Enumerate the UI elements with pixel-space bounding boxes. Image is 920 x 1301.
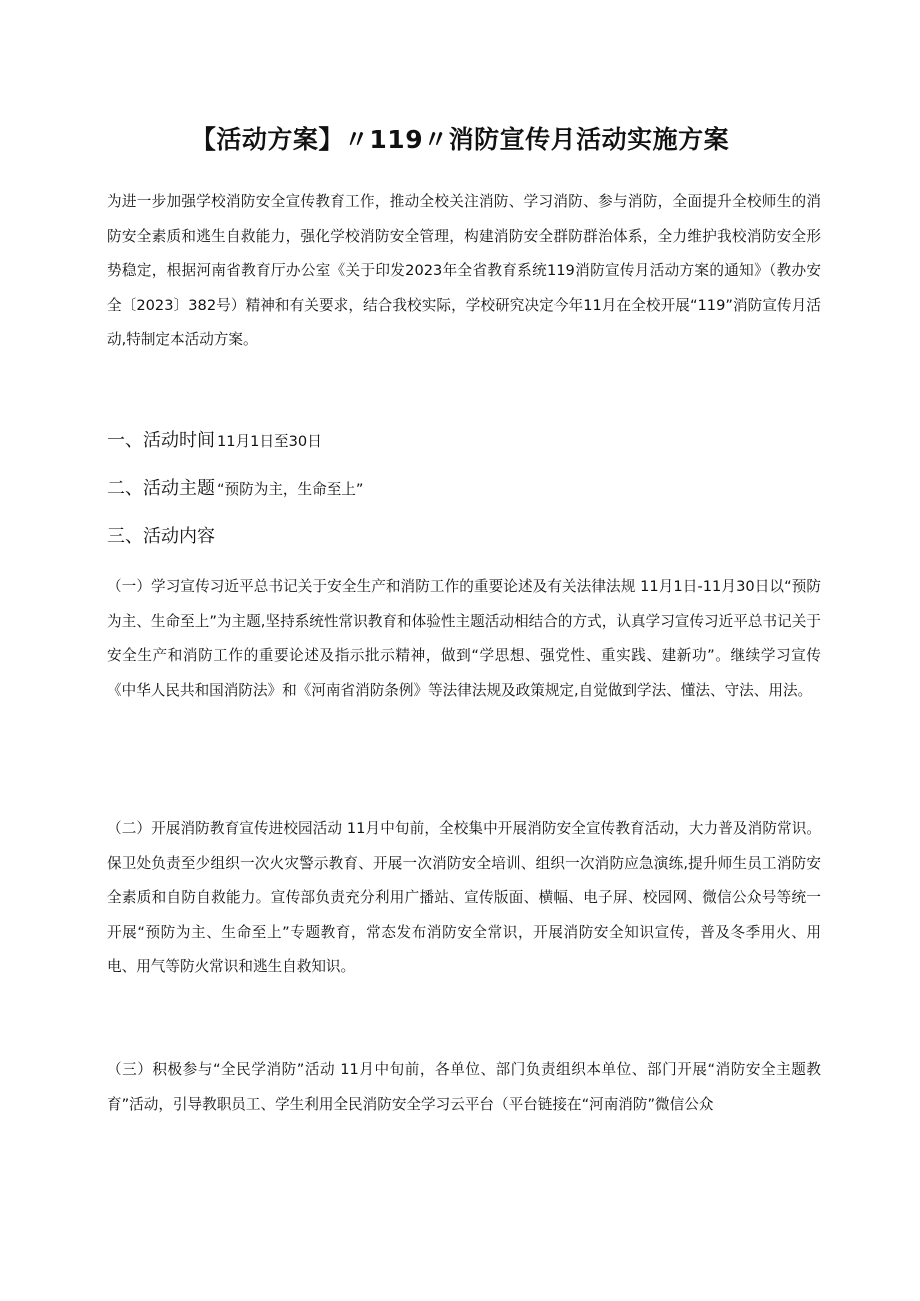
section-heading-content [107, 522, 821, 553]
section-label: 二、活动主题 [107, 478, 215, 499]
section-heading-time [107, 426, 821, 457]
content-item-3: （三）积极参与“全民学消防”活动 11月中旬前，各单位、部门负责组织本单位、部门开展“消防安全主题教育”活动，引导教职员工、学生利用全民消防安全学习云平台（平台链接在“河南消防”微信公众 [107, 1061, 821, 1113]
section-value: 11月1日至30日 [217, 433, 322, 450]
content-item-2: （二）开展消防教育宣传进校园活动 11月中旬前，全校集中开展消防安全宣传教育活动，大力普及消防常识。保卫处负责至少组织一次火灾警示教育、开展一次消防安全培训、组织一次消防应急演练,提升师生员工消防安全素质和自防自救能力。宣传部负责充分利用广播站、宣传版面、横幅、电子屏、校园网、微信公众号等统一开展“预防为主、生命至上”专题教育，常态发布消防安全常识，开展消防安全知识宣传，普及冬季用火、用电、用气等防火常识和逃生自救知识。 [107, 820, 821, 975]
section-label: 三、活动内容 [107, 526, 215, 547]
section-label: 一、活动时间 [107, 430, 215, 451]
intro-paragraph: 为进一步加强学校消防安全宣传教育工作，推动全校关注消防、学习消防、参与消防，全面提升全校师生的消防安全素质和逃生自救能力，强化学校消防安全管理，构建消防安全群防群治体系，全力维护我校消防安全形势稳定，根据河南省教育厅办公室《关于印发2023年全省教育系统119消防宣传月活动方案的通知》（教办安全〔2023〕382号）精神和有关要求，结合我校实际，学校研究决定今年11月在全校开展“119”消防宣传月活动,特制定本活动方案。 [107, 193, 821, 348]
section-value: “预防为主，生命至上” [217, 481, 364, 498]
section-heading-theme [107, 474, 821, 505]
document-title: 【活动方案】〃119〃消防宣传月活动实施方案 [190, 125, 730, 154]
content-item-1: （一）学习宣传习近平总书记关于安全生产和消防工作的重要论述及有关法律法规 11月1日-11月30日以“预防为主、生命至上”为主题,坚持系统性常识教育和体验性主题活动相结合的方式，认真学习宣传习近平总书记关于安全生产和消防工作的重要论述及指示批示精神，做到“学思想、强党性、重实践、建新功”。继续学习宣传《中华人民共和国消防法》和《河南省消防条例》等法律法规及政策规定,自觉做到学法、懂法、守法、用法。 [107, 578, 821, 699]
